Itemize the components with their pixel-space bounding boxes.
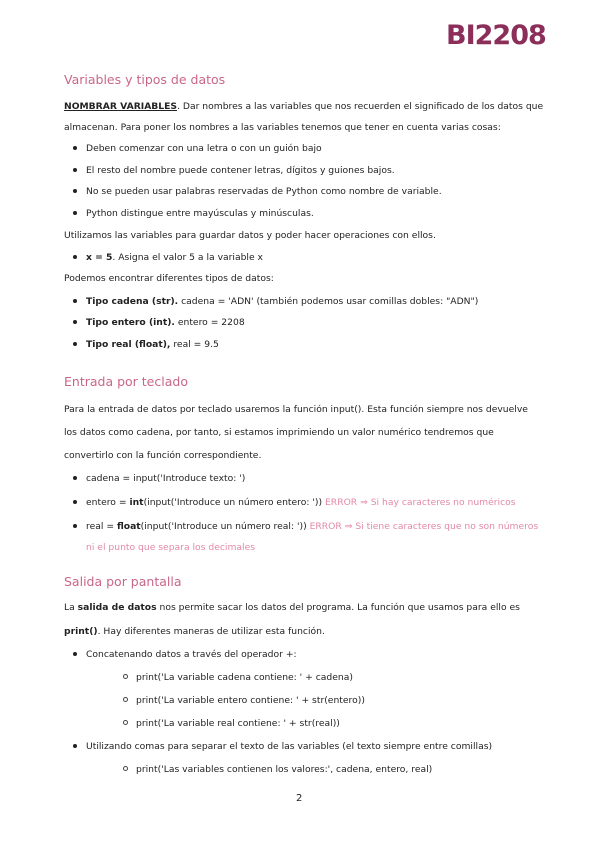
logo <box>446 20 546 54</box>
list-item-output: Utilizando comas para separar el texto de las variables (el texto siempre entre comillas) <box>86 741 493 752</box>
nombrar-heading: NOMBRAR VARIABLES <box>64 101 178 112</box>
list-item: Python distingue entre mayúsculas y minúsculas. <box>86 208 314 219</box>
list-item-input: cadena = input('Introduce texto: ') <box>86 473 246 484</box>
paragraph-input-3: convertirlo con la función correspondiente. <box>64 450 262 461</box>
section-title-variables: Variables y tipos de datos <box>64 72 226 87</box>
sublist-item: print('La variable cadena contiene: ' + cadena) <box>136 672 353 683</box>
paragraph-types-intro: Podemos encontrar diferentes tipos de datos: <box>64 273 274 284</box>
list-item: No se pueden usar palabras reservadas de Python como nombre de variable. <box>86 186 442 197</box>
list-item: Deben comenzar con una letra o con un guión bajo <box>86 143 322 154</box>
section-title-input: Entrada por teclado <box>64 374 188 389</box>
error-note-cont: ni el punto que separa los decimales <box>86 542 256 553</box>
sublist-item: print('La variable real contiene: ' + str(real)) <box>136 718 340 729</box>
list-item-type: Tipo entero (int). entero = 2208 <box>86 317 245 328</box>
paragraph-usage: Utilizamos las variables para guardar datos y poder hacer operaciones con ellos. <box>64 230 436 241</box>
list-item-output: Concatenando datos a través del operador +: <box>86 649 297 660</box>
section-title-output: Salida por pantalla <box>64 574 182 589</box>
paragraph-nombrar-2: almacenan. Para poner los nombres a las variables tenemos que tener en cuenta varias cosas: <box>64 122 501 133</box>
paragraph-input-2: los datos como cadena, por tanto, si estamos imprimiendo un valor numérico tendremos que <box>64 427 494 438</box>
list-item-type: Tipo cadena (str). cadena = 'ADN' (también podemos usar comillas dobles: "ADN") <box>86 296 479 307</box>
error-note: ERROR ⇒ Si tiene caracteres que no son números <box>309 521 539 532</box>
paragraph-output-2: print(). Hay diferentes maneras de utilizar esta función. <box>64 626 325 637</box>
paragraph-output-1: La salida de datos nos permite sacar los datos del programa. La función que usamos para ello es <box>64 602 520 613</box>
list-item-input: entero = int(input('Introduce un número entero: ')) ERROR ⇒ Si hay caracteres no numéricos <box>86 497 516 508</box>
paragraph-input-1: Para la entrada de datos por teclado usaremos la función input(). Esta función siempre nos devuelve <box>64 404 528 415</box>
logo-text: BI2208 <box>446 20 546 51</box>
list-item-example: x = 5. Asigna el valor 5 a la variable x <box>86 252 263 263</box>
list-item: El resto del nombre puede contener letras, dígitos y guiones bajos. <box>86 165 395 176</box>
list-item-type: Tipo real (float), real = 9.5 <box>86 339 219 350</box>
error-note: ERROR ⇒ Si hay caracteres no numéricos <box>325 497 516 508</box>
list-item-input: real = float(input('Introduce un número real: ')) ERROR ⇒ Si tiene caracteres que no son números <box>86 521 539 532</box>
sublist-item: print('La variable entero contiene: ' + str(entero)) <box>136 695 365 706</box>
page-number: 2 <box>296 793 303 804</box>
paragraph-nombrar: NOMBRAR VARIABLES. Dar nombres a las variables que nos recuerden el significado de los datos que <box>64 101 544 112</box>
sublist-item: print('Las variables contienen los valores:', cadena, entero, real) <box>136 764 433 775</box>
